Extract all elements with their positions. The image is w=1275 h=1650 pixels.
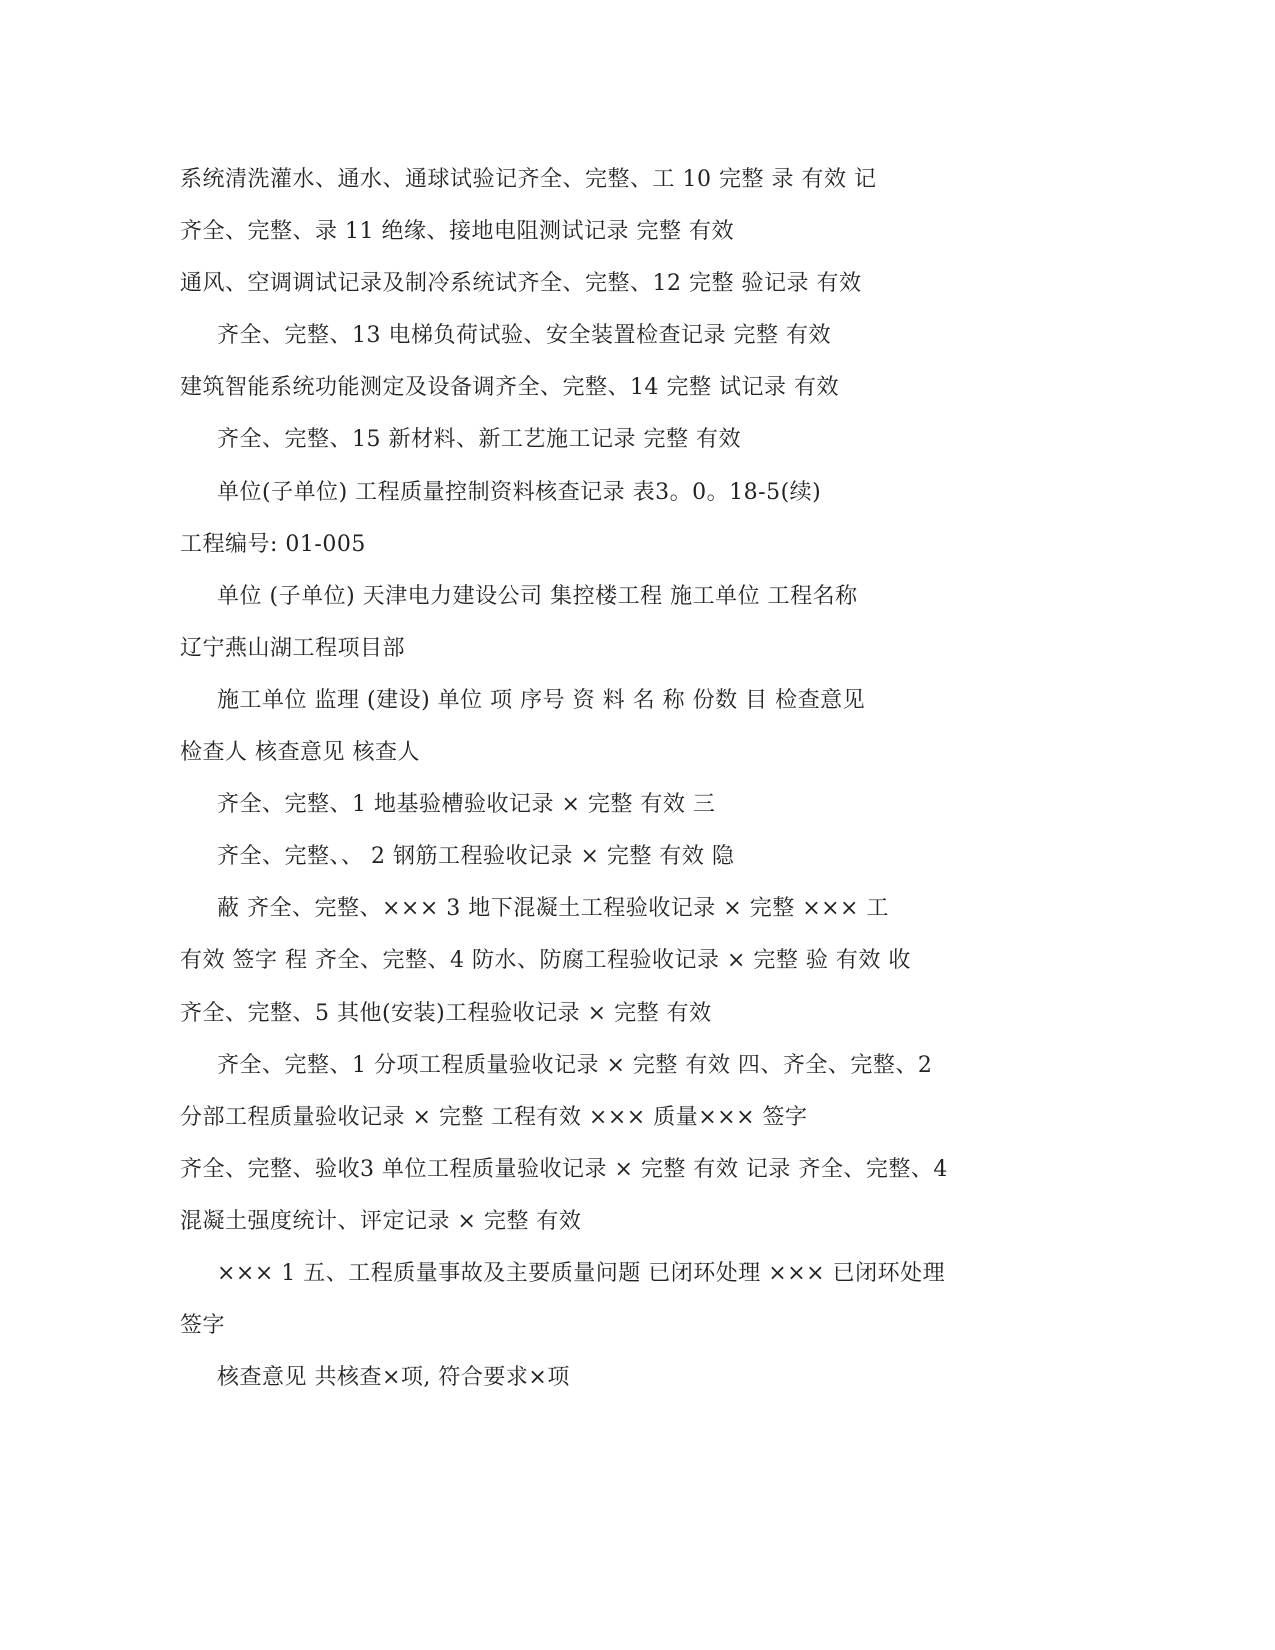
text-line: 单位 (子单位) 天津电力建设公司 集控楼工程 施工单位 工程名称 (217, 583, 858, 609)
summary-line: 核查意见 共核查×项, 符合要求×项 (217, 1365, 570, 1391)
table-header-line: 施工单位 监理 (建设) 单位 项 序号 资 料 名 称 份数 目 检查意见 (217, 687, 866, 713)
text-line: 系统清洗灌水、通水、通球试验记齐全、完整、工 10 完整 录 有效 记 (180, 167, 877, 192)
text-line: 齐全、完整、1 分项工程质量验收记录 × 完整 有效 四、齐全、完整、2 (217, 1052, 933, 1078)
text-line: 齐全、完整、5 其他(安装)工程验收记录 × 完整 有效 (180, 1000, 712, 1026)
text-line: ××× 1 五、工程质量事故及主要质量问题 已闭环处理 ××× 已闭环处理 (217, 1260, 946, 1286)
text-line: 齐全、完整、13 电梯负荷试验、安全装置检查记录 完整 有效 (217, 323, 831, 349)
text-line: 分部工程质量验收记录 × 完整 工程有效 ××× 质量××× 签字 (180, 1104, 808, 1130)
text-line: 齐全、完整、15 新材料、新工艺施工记录 完整 有效 (217, 427, 741, 453)
text-line: 齐全、完整、录 11 绝缘、接地电阻测试记录 完整 有效 (180, 219, 734, 245)
text-line: 蔽 齐全、完整、××× 3 地下混凝土工程验收记录 × 完整 ××× 工 (217, 896, 889, 922)
text-line: 齐全、完整、验收3 单位工程质量验收记录 × 完整 有效 记录 齐全、完整、4 (180, 1156, 948, 1182)
text-line: 签字 (180, 1313, 226, 1339)
table-header-line: 检查人 核查意见 核查人 (180, 740, 420, 766)
text-line: 建筑智能系统功能测定及设备调齐全、完整、14 完整 试记录 有效 (180, 375, 839, 401)
document-body (180, 160, 1060, 1410)
text-line: 混凝土强度统计、评定记录 × 完整 有效 (180, 1208, 582, 1234)
table-caption: 单位(子单位) 工程质量控制资料核查记录 表3。0。18-5(续) (217, 479, 822, 505)
text-line: 齐全、完整、、 2 钢筋工程验收记录 × 完整 有效 隐 (217, 844, 735, 870)
text-line: 辽宁燕山湖工程项目部 (180, 635, 406, 661)
text-line: 有效 签字 程 齐全、完整、4 防水、防腐工程验收记录 × 完整 验 有效 收 (180, 948, 911, 974)
text-line: 通风、空调调试记录及制冷系统试齐全、完整、12 完整 验记录 有效 (180, 271, 862, 297)
text-line: 齐全、完整、1 地基验槽验收记录 × 完整 有效 三 (217, 792, 716, 818)
project-number: 工程编号: 01-005 (180, 531, 366, 557)
